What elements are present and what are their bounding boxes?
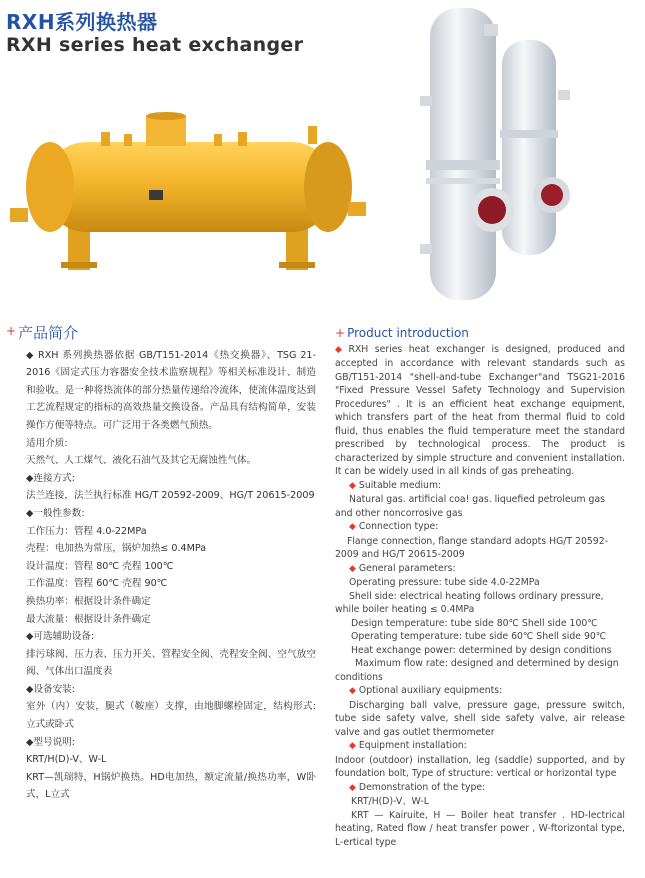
intro-heading-en-text: Product introduction [347,326,469,340]
opt-text-en: Discharging ball valve, pressure gage, pressure switch, tube side safety valve, shell side safety valve, air release valve and gas outlet thermometer [335,699,625,738]
gen-item-cn: 工作压力：管程 4.0-22MPa [26,525,147,537]
intro-heading-cn [6,325,316,343]
vertical-exchanger-image [420,0,585,315]
intro-heading-en [335,327,625,341]
conn-text-en: Flange connection, flange standard adopts HG/T 20592-2009 and HG/T 20615-2009 [335,535,608,560]
conn-label-en: ◆ Connection type: [349,521,439,532]
page-title-en: RXH series heat exchanger [6,34,304,56]
gen-flow-en: Maximum flow rate: designed and determined by design conditions [335,658,619,683]
product-intro-en [335,327,625,849]
diamond-icon: ◆ [349,522,356,532]
intro-cn-text: ◆ RXH 系列换热器依据 GB/T151-2014《热交换器》、TSG 21-2016《固定式压力容器安全技术监察规程》等相关标准设计、制造和验收。是一种将热流体的部分热量传递给冷流体，使流体温度达到工艺流程规定的指标的高效热量交换设备。产品具有结构简单，安装操作方便等特点。可广泛用于各类燃气预热。 [26,349,316,431]
plus-icon: + [6,324,17,338]
gen-item-cn: 设计温度：管程 80℃ 壳程 100℃ [26,560,174,572]
inst-text-cn: 室外（内）安装，腿式（鞍座）支撑，由地脚螺栓固定，结构形式:立式或卧式 [26,701,316,731]
product-intro-cn [6,325,316,804]
diamond-icon: ◆ [349,480,356,491]
plus-icon: + [335,326,346,340]
gen-item-cn: 换热功率：根据设计条件确定 [26,595,151,607]
diamond-icon: ◆ [349,563,356,574]
diamond-icon: ◆ [349,782,356,793]
gen-op-en: Operating pressure: tube side 4.0-22MPa [349,577,540,588]
opt-text-cn: 排污球阀、压力表、压力开关、管程安全阀、壳程安全阀、空气放空阀、气体出口温度表 [26,648,316,678]
conn-text-cn: 法兰连接，法兰执行标准 HG/T 20592-2009、HG/T 20615-2009 [26,490,315,502]
diamond-icon: ◆ [335,344,346,355]
model-label-cn: ◆型号说明: [26,736,75,748]
gen-power-en: Heat exchange power: determined by design conditions [351,644,612,656]
medium-label-en: ◆ Suitable medium: [349,479,442,491]
gen-item-cn: 工作温度：管程 60℃ 壳程 90℃ [26,578,168,590]
model-code-cn: KRT/H(D)-V、W-L [26,754,107,766]
intro-en-text: ◆ RXH series heat exchanger is designed, produced and accepted in accordance with relevant standards such as GB/T151-2014 "shell-and-tube Exchanger"and TSG21-2016 "Fixed Pressure Vessel Safety Technology and Supervision Procedures" . It is an efficient heat exchange equipment, which transfers part of the heat from thermal fluid to cold fluid, thus enables the fluid temperature meet the standard prescribed by technological process. The product is characterized by simple structure and convenient installation. It can be widely used in all kinds of gas preheating. [335,343,625,477]
diamond-icon: ◆ [349,686,356,696]
medium-text-cn: 天然气、人工煤气、液化石油气及其它无腐蚀性气体。 [26,455,257,467]
diamond-icon: ◆ [349,741,356,751]
opt-label-en: ◆ Optional auxiliary equipments: [349,685,503,696]
model-label-en: ◆ Demonstration of the type: [349,781,486,793]
horizontal-exchanger-image [6,98,370,280]
model-code-en: KRT/H(D)-V、W-L [351,796,429,807]
gen-design-en: Design temperature: tube side 80℃ Shell side 100℃ [351,617,598,629]
gen-shell-en: Shell side: electrical heating follows ordinary pressure, while boiler heating ≤ 0.4MPa [335,590,604,615]
gen-operating-en: Operating temperature: tube side 60℃ Shell side 90℃ [351,631,607,642]
medium-text-en: Natural gas. artificial coa! gas. liquefied petroleum gas and other noncorrosive gas [335,494,605,519]
inst-text-en: Indoor (outdoor) installation, leg (saddle) supported, and by foundation bolt, Type of structure: vertical or horizontal type [335,754,625,779]
medium-label-cn: 适用介质: [26,437,68,449]
intro-heading-cn-text: 产品简介 [18,324,79,342]
model-text-en: KRT — Kairuite, H — Boiler heat transfer . HD-lectrical heating, Rated flow / heat transfer power , W-ftorizontal type, L-ertical type [335,809,625,848]
opt-label-cn: ◆可选辅助设备: [26,631,95,643]
gen-item-cn: 最大流量：根据设计条件确定 [26,613,151,625]
gen-item-cn: 壳程：电加热为常压，锅炉加热≤ 0.4MPa [26,543,207,555]
model-text-cn: KRT—凯瑞特，H锅炉换热。HD电加热，额定流量/换热功率，W卧式，L立式 [26,771,316,801]
gen-label-en: ◆ General parameters: [349,562,456,574]
conn-label-cn: ◆连接方式: [26,472,75,484]
page-title-cn: RXH系列换热器 [6,10,158,34]
inst-label-en: ◆ Equipment installation: [349,740,467,751]
gen-label-cn: ◆一般性参数: [26,507,85,519]
inst-label-cn: ◆设备安装: [26,683,75,695]
